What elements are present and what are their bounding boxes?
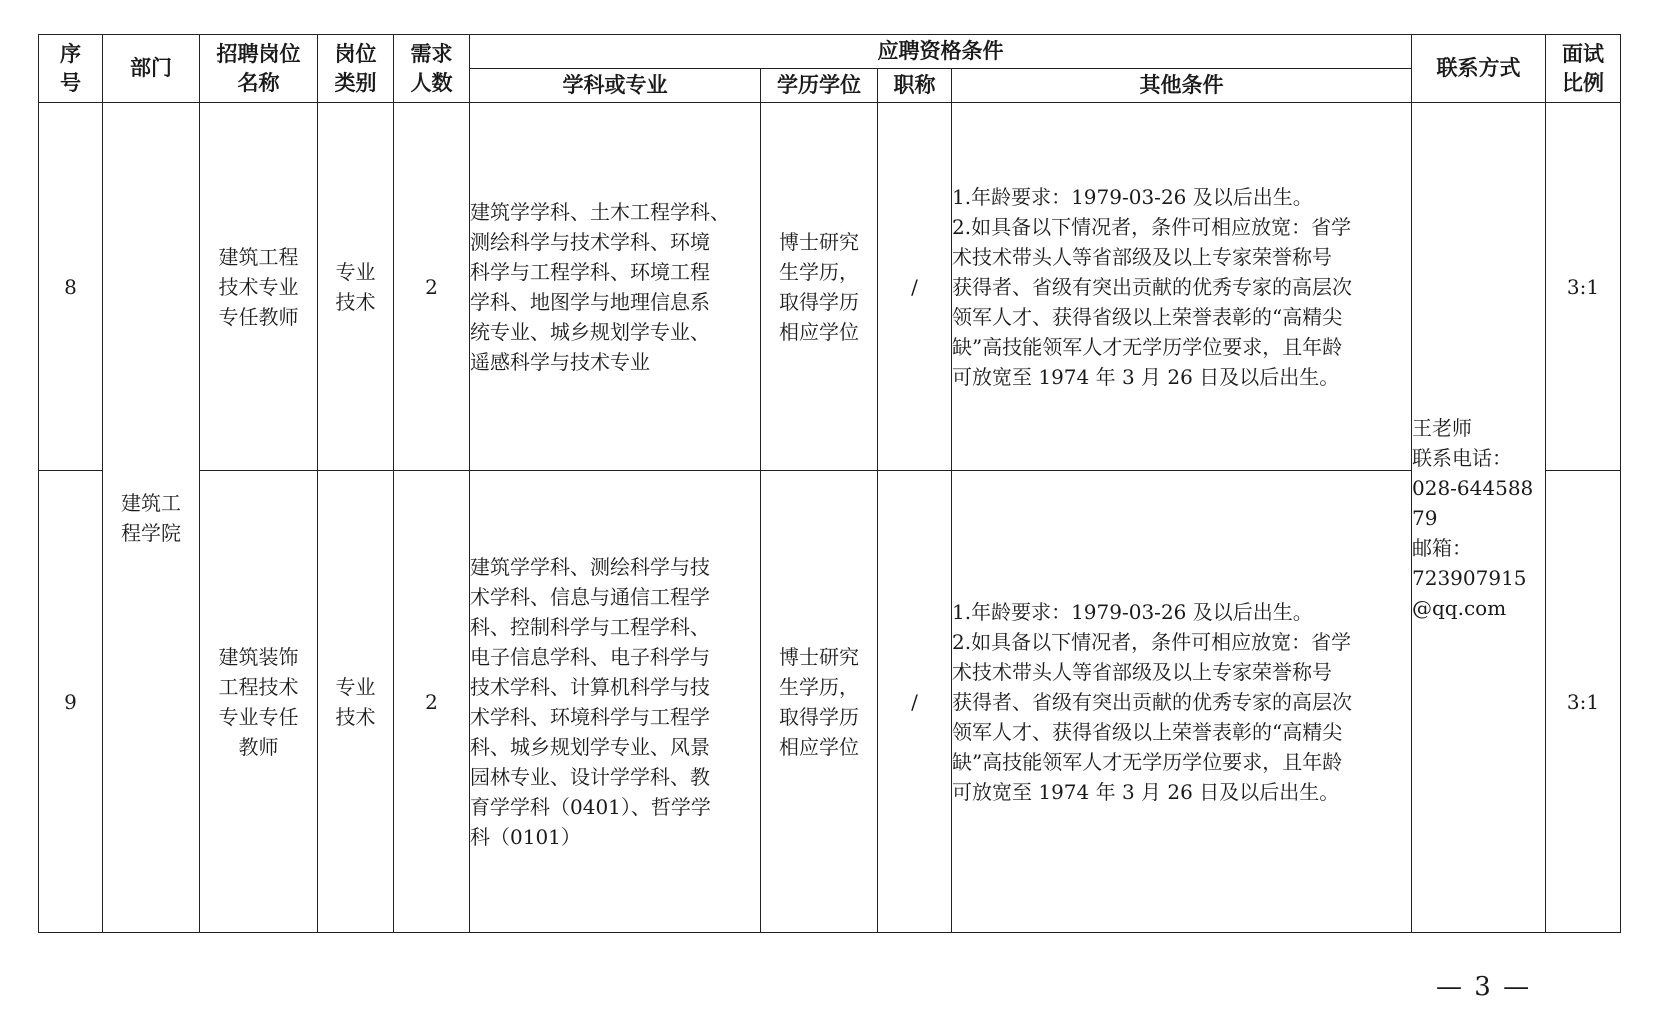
recruitment-table [38, 34, 1621, 933]
header-count: 需求 人数 [394, 35, 470, 103]
count-cell: 2 [394, 103, 470, 471]
header-qualifications: 应聘资格条件 [470, 35, 1412, 69]
position-cell: 建筑工程 技术专业 专任教师 [200, 103, 318, 471]
ratio-cell: 3:1 [1546, 103, 1621, 471]
header-dept: 部门 [103, 35, 200, 103]
header-title: 职称 [878, 69, 952, 103]
header-seq: 序 号 [39, 35, 103, 103]
header-position: 招聘岗位 名称 [200, 35, 318, 103]
table-row [39, 471, 1621, 933]
table-row [39, 103, 1621, 471]
page-number: — 3 — [1436, 972, 1532, 1002]
major-cell: 建筑学学科、土木工程学科、 测绘科学与技术学科、环境 科学与工程学科、环境工程 学科、地图学与地理信息系 统专业、城乡规划学专业、 遥感科学与技术专业 [470, 103, 761, 471]
title-cell: / [878, 471, 952, 933]
position-cell: 建筑装饰 工程技术 专业专任 教师 [200, 471, 318, 933]
major-cell: 建筑学学科、测绘科学与技 术学科、信息与通信工程学 科、控制科学与工程学科、 电子信息学科、电子科学与 技术学科、计算机科学与技 术学科、环境科学与工程学 科、城乡规划学专业、风景 园林专业、设计学学科、教 育学学科（0401）、哲学学 科（0101） [470, 471, 761, 933]
row-seq: 8 [39, 103, 103, 471]
title-cell: / [878, 103, 952, 471]
header-contact: 联系方式 [1412, 35, 1546, 103]
degree-cell: 博士研究 生学历， 取得学历 相应学位 [761, 471, 878, 933]
header-major: 学科或专业 [470, 69, 761, 103]
header-other: 其他条件 [952, 69, 1412, 103]
ratio-cell: 3:1 [1546, 471, 1621, 933]
category-cell: 专业 技术 [318, 103, 394, 471]
count-cell: 2 [394, 471, 470, 933]
other-conditions-cell: 1.年龄要求：1979-03-26 及以后出生。 2.如具备以下情况者，条件可相应放宽：省学 术技术带头人等省部级及以上专家荣誉称号 获得者、省级有突出贡献的优秀专家的高层次 领军人才、获得省级以上荣誉表彰的“高精尖 缺”高技能领军人才无学历学位要求，且年龄 可放宽至 1974 年 3 月 26 日及以后出生。 [952, 471, 1412, 933]
header-category: 岗位 类别 [318, 35, 394, 103]
dept-cell: 建筑工 程学院 [103, 103, 200, 933]
header-ratio: 面试 比例 [1546, 35, 1621, 103]
row-seq: 9 [39, 471, 103, 933]
category-cell: 专业 技术 [318, 471, 394, 933]
header-degree: 学历学位 [761, 69, 878, 103]
contact-cell: 王老师 联系电话： 028-644588 79 邮箱： 723907915 @qq.com [1412, 103, 1546, 933]
other-conditions-cell: 1.年龄要求：1979-03-26 及以后出生。 2.如具备以下情况者，条件可相应放宽：省学 术技术带头人等省部级及以上专家荣誉称号 获得者、省级有突出贡献的优秀专家的高层次 领军人才、获得省级以上荣誉表彰的“高精尖 缺”高技能领军人才无学历学位要求，且年龄 可放宽至 1974 年 3 月 26 日及以后出生。 [952, 103, 1412, 471]
degree-cell: 博士研究 生学历， 取得学历 相应学位 [761, 103, 878, 471]
